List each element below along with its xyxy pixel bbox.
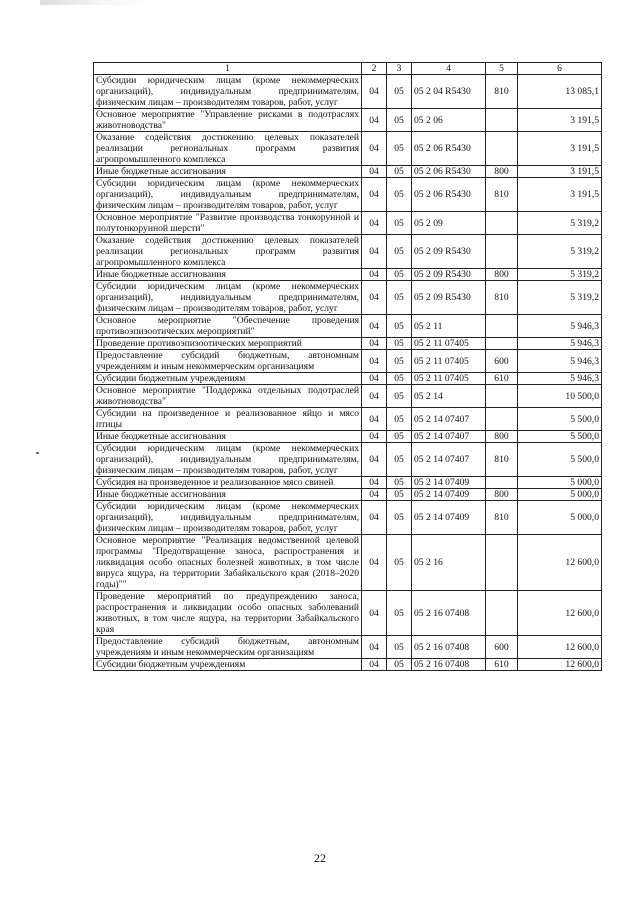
row-expense-type-cell [486, 109, 518, 132]
row-amount-cell: 13 085,1 [518, 75, 602, 109]
row-section-cell: 05 [387, 166, 412, 178]
row-section-cell: 05 [387, 212, 412, 235]
row-name-cell: Иные бюджетные ассигнования [94, 166, 362, 178]
column-header-section: 3 [387, 63, 412, 75]
table-row [94, 350, 602, 373]
row-section-cell: 05 [387, 269, 412, 281]
row-ministry-cell: 04 [362, 385, 387, 408]
row-section-cell: 05 [387, 477, 412, 489]
row-program-cell: 05 2 09 [412, 212, 486, 235]
row-program-cell: 05 2 14 07407 [412, 431, 486, 443]
row-amount-cell: 12 600,0 [518, 659, 602, 671]
scan-artifact [40, 0, 150, 5]
row-name-cell: Основное мероприятие "Поддержка отдельных подотраслей животноводства" [94, 385, 362, 408]
table-row [94, 178, 602, 212]
row-section-cell: 05 [387, 659, 412, 671]
row-name-cell: Субсидии юридическим лицам (кроме некоммерческих организаций), индивидуальным предпринимателям, физическим лицам – производителям товаров, работ, услуг [94, 501, 362, 535]
row-section-cell: 05 [387, 178, 412, 212]
row-section-cell: 05 [387, 338, 412, 350]
row-section-cell: 05 [387, 591, 412, 636]
table-row [94, 489, 602, 501]
row-ministry-cell: 04 [362, 75, 387, 109]
row-amount-cell: 5 946,3 [518, 373, 602, 385]
row-amount-cell: 12 600,0 [518, 636, 602, 659]
row-name-cell: Субсидии юридическим лицам (кроме некоммерческих организаций), индивидуальным предпринимателям, физическим лицам – производителям товаров, работ, услуг [94, 443, 362, 477]
row-ministry-cell: 04 [362, 659, 387, 671]
table-row [94, 535, 602, 591]
table-row [94, 385, 602, 408]
table-row [94, 477, 602, 489]
row-amount-cell: 3 191,5 [518, 132, 602, 166]
row-program-cell: 05 2 06 R5430 [412, 132, 486, 166]
row-expense-type-cell: 610 [486, 373, 518, 385]
row-amount-cell: 5 500,0 [518, 443, 602, 477]
table-row [94, 235, 602, 269]
table-row [94, 373, 602, 385]
row-ministry-cell: 04 [362, 408, 387, 431]
row-program-cell: 05 2 04 R5430 [412, 75, 486, 109]
row-expense-type-cell: 600 [486, 636, 518, 659]
table-row [94, 636, 602, 659]
row-amount-cell: 5 319,2 [518, 269, 602, 281]
row-amount-cell: 5 000,0 [518, 489, 602, 501]
row-amount-cell: 5 946,3 [518, 315, 602, 338]
row-amount-cell: 5 000,0 [518, 477, 602, 489]
row-amount-cell: 5 500,0 [518, 408, 602, 431]
row-expense-type-cell [486, 408, 518, 431]
row-ministry-cell: 04 [362, 489, 387, 501]
row-section-cell: 05 [387, 235, 412, 269]
table-row [94, 408, 602, 431]
row-name-cell: Основное мероприятие "Развитие производства тонкорунной и полутонкорунной шерсти" [94, 212, 362, 235]
table-row [94, 132, 602, 166]
row-section-cell: 05 [387, 350, 412, 373]
row-name-cell: Субсидии бюджетным учреждениям [94, 373, 362, 385]
row-expense-type-cell [486, 235, 518, 269]
row-program-cell: 05 2 16 07408 [412, 659, 486, 671]
table-row [94, 281, 602, 315]
row-program-cell: 05 2 14 07409 [412, 501, 486, 535]
row-amount-cell: 5 319,2 [518, 281, 602, 315]
row-name-cell: Субсидии на произведенное и реализованное яйцо и мясо птицы [94, 408, 362, 431]
row-expense-type-cell [486, 385, 518, 408]
row-amount-cell: 3 191,5 [518, 166, 602, 178]
row-program-cell: 05 2 16 07408 [412, 591, 486, 636]
table-row [94, 591, 602, 636]
row-name-cell: Иные бюджетные ассигнования [94, 489, 362, 501]
row-section-cell: 05 [387, 109, 412, 132]
row-expense-type-cell [486, 591, 518, 636]
row-expense-type-cell: 800 [486, 269, 518, 281]
table-row [94, 75, 602, 109]
row-program-cell: 05 2 11 07405 [412, 338, 486, 350]
row-expense-type-cell: 810 [486, 178, 518, 212]
row-ministry-cell: 04 [362, 373, 387, 385]
row-program-cell: 05 2 09 R5430 [412, 281, 486, 315]
row-section-cell: 05 [387, 489, 412, 501]
row-amount-cell: 10 500,0 [518, 385, 602, 408]
row-name-cell: Проведение мероприятий по предупреждению заноса, распространения и ликвидации особо опасных заболеваний животных, в том числе ящура, на территории Забайкальского края [94, 591, 362, 636]
row-amount-cell: 5 946,3 [518, 338, 602, 350]
row-ministry-cell: 04 [362, 281, 387, 315]
row-ministry-cell: 04 [362, 212, 387, 235]
row-program-cell: 05 2 16 07408 [412, 636, 486, 659]
row-section-cell: 05 [387, 373, 412, 385]
row-program-cell: 05 2 14 07407 [412, 408, 486, 431]
row-program-cell: 05 2 14 07409 [412, 477, 486, 489]
row-ministry-cell: 04 [362, 591, 387, 636]
row-expense-type-cell: 610 [486, 659, 518, 671]
row-amount-cell: 5 000,0 [518, 501, 602, 535]
row-expense-type-cell: 810 [486, 443, 518, 477]
row-program-cell: 05 2 06 R5430 [412, 178, 486, 212]
row-expense-type-cell: 800 [486, 431, 518, 443]
table-row [94, 212, 602, 235]
row-name-cell: Иные бюджетные ассигнования [94, 269, 362, 281]
row-expense-type-cell: 800 [486, 166, 518, 178]
row-name-cell: Субсидии юридическим лицам (кроме некоммерческих организаций), индивидуальным предпринимателям, физическим лицам – производителям товаров, работ, услуг [94, 281, 362, 315]
row-program-cell: 05 2 06 R5430 [412, 166, 486, 178]
row-ministry-cell: 04 [362, 443, 387, 477]
budget-table [93, 62, 602, 671]
row-ministry-cell: 04 [362, 315, 387, 338]
scan-artifact [36, 452, 39, 454]
row-ministry-cell: 04 [362, 636, 387, 659]
row-name-cell: Иные бюджетные ассигнования [94, 431, 362, 443]
row-program-cell: 05 2 11 07405 [412, 373, 486, 385]
table-row [94, 338, 602, 350]
row-name-cell: Оказание содействия достижению целевых показателей реализации региональных программ развития агропромышленного комплекса [94, 132, 362, 166]
row-ministry-cell: 04 [362, 535, 387, 591]
table-row [94, 501, 602, 535]
row-expense-type-cell [486, 535, 518, 591]
row-program-cell: 05 2 14 [412, 385, 486, 408]
row-section-cell: 05 [387, 636, 412, 659]
row-ministry-cell: 04 [362, 109, 387, 132]
row-program-cell: 05 2 16 [412, 535, 486, 591]
row-section-cell: 05 [387, 385, 412, 408]
row-name-cell: Проведение противоэпизоотических мероприятий [94, 338, 362, 350]
row-amount-cell: 12 600,0 [518, 591, 602, 636]
table-header-row [94, 63, 602, 75]
table-row [94, 443, 602, 477]
row-name-cell: Субсидии бюджетным учреждениям [94, 659, 362, 671]
row-program-cell: 05 2 11 [412, 315, 486, 338]
column-header-program: 4 [412, 63, 486, 75]
row-program-cell: 05 2 06 [412, 109, 486, 132]
row-expense-type-cell: 600 [486, 350, 518, 373]
row-section-cell: 05 [387, 431, 412, 443]
table-row [94, 431, 602, 443]
row-expense-type-cell [486, 338, 518, 350]
column-header-name: 1 [94, 63, 362, 75]
table-row [94, 315, 602, 338]
row-section-cell: 05 [387, 75, 412, 109]
row-ministry-cell: 04 [362, 178, 387, 212]
table-row [94, 166, 602, 178]
row-name-cell: Субсидии юридическим лицам (кроме некоммерческих организаций), индивидуальным предпринимателям, физическим лицам – производителям товаров, работ, услуг [94, 75, 362, 109]
row-expense-type-cell: 800 [486, 489, 518, 501]
row-name-cell: Оказание содействия достижению целевых показателей реализации региональных программ развития агропромышленного комплекса [94, 235, 362, 269]
row-ministry-cell: 04 [362, 269, 387, 281]
row-program-cell: 05 2 09 R5430 [412, 235, 486, 269]
row-program-cell: 05 2 09 R5430 [412, 269, 486, 281]
row-amount-cell: 5 946,3 [518, 350, 602, 373]
row-section-cell: 05 [387, 408, 412, 431]
row-section-cell: 05 [387, 501, 412, 535]
row-expense-type-cell [486, 212, 518, 235]
row-name-cell: Предоставление субсидий бюджетным, автономным учреждениям и иным некоммерческим организациям [94, 636, 362, 659]
row-expense-type-cell [486, 132, 518, 166]
column-header-ministry: 2 [362, 63, 387, 75]
row-section-cell: 05 [387, 281, 412, 315]
row-name-cell: Основное мероприятие "Управление рисками в подотраслях животноводства" [94, 109, 362, 132]
row-name-cell: Предоставление субсидий бюджетным, автономным учреждениям и иным некоммерческим организациям [94, 350, 362, 373]
row-amount-cell: 5 319,2 [518, 235, 602, 269]
row-amount-cell: 3 191,5 [518, 109, 602, 132]
row-expense-type-cell: 810 [486, 501, 518, 535]
row-amount-cell: 3 191,5 [518, 178, 602, 212]
row-expense-type-cell [486, 315, 518, 338]
row-section-cell: 05 [387, 535, 412, 591]
row-expense-type-cell: 810 [486, 75, 518, 109]
row-expense-type-cell: 810 [486, 281, 518, 315]
row-ministry-cell: 04 [362, 501, 387, 535]
row-section-cell: 05 [387, 132, 412, 166]
row-ministry-cell: 04 [362, 477, 387, 489]
row-amount-cell: 5 319,2 [518, 212, 602, 235]
row-program-cell: 05 2 14 07409 [412, 489, 486, 501]
row-ministry-cell: 04 [362, 235, 387, 269]
row-ministry-cell: 04 [362, 132, 387, 166]
row-program-cell: 05 2 14 07407 [412, 443, 486, 477]
row-ministry-cell: 04 [362, 166, 387, 178]
table-row [94, 109, 602, 132]
page-number: 22 [314, 851, 326, 865]
row-amount-cell: 5 500,0 [518, 431, 602, 443]
row-section-cell: 05 [387, 443, 412, 477]
table-row [94, 659, 602, 671]
row-program-cell: 05 2 11 07405 [412, 350, 486, 373]
row-amount-cell: 12 600,0 [518, 535, 602, 591]
row-name-cell: Основное мероприятие "Реализация ведомственной целевой программы "Предотвращение заноса, распространения и ликвидация особо опасных болезней животных, в том числе вируса ящура, на территории Забайкальского края (2018–2020 годы)"" [94, 535, 362, 591]
row-name-cell: Субсидии юридическим лицам (кроме некоммерческих организаций), индивидуальным предпринимателям, физическим лицам – производителям товаров, работ, услуг [94, 178, 362, 212]
row-ministry-cell: 04 [362, 338, 387, 350]
column-header-expense-type: 5 [486, 63, 518, 75]
row-ministry-cell: 04 [362, 431, 387, 443]
table-row [94, 269, 602, 281]
column-header-amount: 6 [518, 63, 602, 75]
row-section-cell: 05 [387, 315, 412, 338]
row-ministry-cell: 04 [362, 350, 387, 373]
row-expense-type-cell [486, 477, 518, 489]
row-name-cell: Субсидия на произведенное и реализованное мясо свиней [94, 477, 362, 489]
row-name-cell: Основное мероприятие "Обеспечение проведения противоэпизоотических мероприятий" [94, 315, 362, 338]
